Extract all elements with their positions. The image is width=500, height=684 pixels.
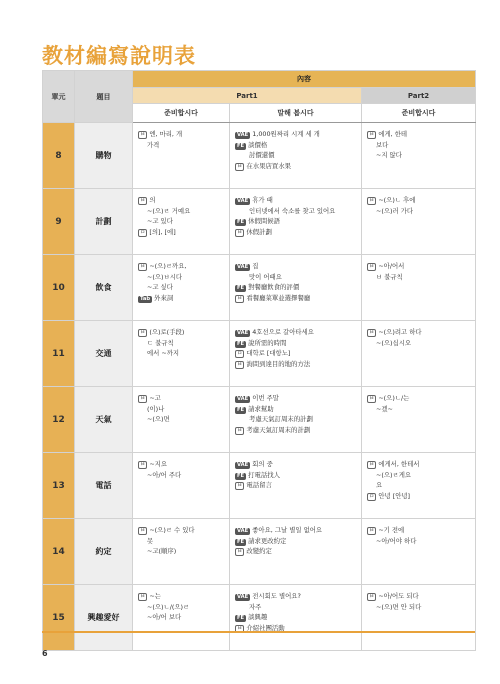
- header-unit: 單元: [43, 71, 75, 123]
- line-item: [235, 425, 357, 436]
- line-item: [235, 404, 357, 415]
- line-item: [138, 261, 225, 272]
- line-text: ~(으)ㄹ 거예요: [147, 206, 191, 215]
- line-item: [138, 272, 225, 283]
- content-cell: [230, 189, 362, 255]
- tag-icon: ㅂ: [140, 396, 146, 402]
- tag-icon: ㅂ: [140, 528, 146, 534]
- line-text: 考慮天氣訂周末的計劃: [246, 425, 311, 434]
- line-item: [138, 206, 225, 217]
- content-cell: [230, 123, 362, 189]
- line-text: (이)나: [147, 404, 165, 413]
- line-text: ㅂ 불규칙: [376, 272, 403, 281]
- line-item: [138, 216, 225, 227]
- line-text: 회의 중: [252, 460, 273, 468]
- line-text: 보다: [376, 140, 389, 149]
- tag-icon: ㅂ: [237, 427, 243, 434]
- content-cell: [133, 189, 230, 255]
- line-item: [235, 216, 357, 227]
- line-text: 休假問候語: [248, 217, 281, 225]
- line-text: ~(으)ㄹ게요: [376, 470, 412, 479]
- line-item: [138, 459, 225, 470]
- unit-number: 14: [43, 519, 75, 585]
- line-item: [235, 261, 357, 272]
- line-text: 전시회도 별어요?: [252, 592, 301, 600]
- tag-badge: VAE: [237, 198, 249, 204]
- tag-badge: VAE: [237, 132, 249, 138]
- line-item: [367, 602, 471, 613]
- content-cell: [362, 453, 476, 519]
- line-text: 에게, 한테: [378, 130, 408, 138]
- line-text: 考慮天氣訂周末的計劃: [249, 415, 313, 423]
- line-item: [138, 525, 225, 536]
- line-item: [138, 591, 225, 602]
- line-item: [138, 129, 225, 140]
- tag-icon: ㅂ: [369, 198, 375, 204]
- line-item: [367, 393, 471, 404]
- line-text: 改變約定: [246, 547, 272, 555]
- tag-icon: ㅁ: [369, 493, 375, 500]
- line-item: [138, 338, 225, 349]
- line-text: 4호선으로 갈아타세요: [252, 328, 314, 336]
- unit-number: 9: [43, 189, 75, 255]
- line-text: ~(으)면 안 되다: [376, 602, 422, 611]
- unit-number: 8: [43, 123, 75, 189]
- page-title: 教材編寫說明表: [42, 44, 196, 68]
- line-text: 의: [149, 196, 156, 204]
- line-text: 電話留言: [246, 481, 272, 489]
- line-item: [235, 282, 357, 293]
- tag-badge: VAE: [237, 396, 249, 402]
- line-item: [138, 195, 225, 206]
- header-part2: Part2: [362, 88, 476, 104]
- table-row: [43, 321, 476, 387]
- line-text: 談興趣: [248, 613, 268, 621]
- line-text: 請求幫助: [248, 404, 274, 413]
- line-item: [235, 459, 357, 470]
- tag-icon: ㅂ: [237, 483, 243, 489]
- line-item: [138, 536, 225, 547]
- line-text: 看餐廳菜單並選擇餐廳: [246, 293, 311, 302]
- line-text: ㄷ 불규칙: [147, 338, 174, 347]
- line-item: [235, 348, 357, 359]
- line-item: [235, 150, 357, 161]
- unit-number: 12: [43, 387, 75, 453]
- tag-icon: ㅁ: [237, 351, 243, 357]
- line-item: [138, 602, 225, 613]
- line-item: [235, 536, 357, 547]
- tag-icon: ㅂ: [369, 330, 375, 336]
- line-item: [138, 404, 225, 415]
- line-item: [235, 161, 357, 172]
- line-text: ~겠~: [376, 404, 393, 413]
- line-item: [235, 338, 357, 349]
- tag-badge: FE: [237, 219, 245, 225]
- line-text: 못: [147, 536, 154, 545]
- line-item: [367, 261, 471, 272]
- line-item: [367, 491, 471, 502]
- bottom-divider: [42, 631, 475, 633]
- tag-icon: ㅂ: [369, 132, 375, 138]
- line-item: [367, 129, 471, 140]
- line-item: [367, 272, 471, 283]
- tag-icon: ㅂ: [140, 594, 146, 600]
- content-cell: [133, 387, 230, 453]
- content-cell: [362, 189, 476, 255]
- line-text: 에서 ~까지: [147, 349, 180, 357]
- tag-icon: ㅂ: [140, 330, 146, 336]
- content-cell: [362, 255, 476, 321]
- line-item: [367, 206, 471, 217]
- content-cell: [133, 321, 230, 387]
- table-row: [43, 123, 476, 189]
- line-text: 집: [252, 262, 259, 270]
- table-row: [43, 189, 476, 255]
- line-text: ~아/어 보다: [147, 613, 182, 621]
- line-item: [138, 470, 225, 481]
- line-text: ~(으)ㄴ/는: [378, 394, 410, 402]
- tag-badge: VAE: [237, 330, 249, 336]
- line-item: [367, 404, 471, 415]
- content-cell: [362, 321, 476, 387]
- line-item: [235, 393, 357, 404]
- tag-icon: ㅂ: [369, 594, 375, 600]
- tag-badge: VAE: [237, 528, 249, 534]
- content-cell: [230, 519, 362, 585]
- line-text: ~고(順序): [147, 547, 177, 555]
- unit-number: 11: [43, 321, 75, 387]
- header-part1: Part1: [133, 88, 362, 104]
- content-cell: [230, 585, 362, 651]
- table-row: [43, 519, 476, 585]
- line-text: 1,000원짜리 시계 세 개: [252, 130, 320, 138]
- line-text: ~(으)ㄹ까요,: [149, 262, 187, 270]
- content-cell: [230, 453, 362, 519]
- tag-icon: ㅂ: [140, 198, 146, 204]
- line-text: ~기 전에: [378, 526, 405, 534]
- line-item: [235, 327, 357, 338]
- tag-badge: VAE: [237, 462, 249, 468]
- line-text: ~아/어야 하다: [376, 536, 417, 545]
- line-item: [235, 591, 357, 602]
- line-item: [235, 470, 357, 481]
- table-row: [43, 387, 476, 453]
- content-cell: [230, 321, 362, 387]
- line-item: [235, 195, 357, 206]
- tag-icon: ㅂ: [140, 462, 146, 468]
- line-item: [138, 140, 225, 151]
- header-content: 內容: [133, 71, 476, 88]
- line-item: [367, 480, 471, 491]
- line-text: ~(으)면: [147, 415, 170, 423]
- tag-icon: ㅂ: [237, 163, 243, 170]
- line-item: [367, 459, 471, 470]
- line-text: ~(으)ㅂ시다: [147, 272, 183, 281]
- tag-badge: VAE: [237, 264, 249, 270]
- line-text: 엔, 마리, 개: [149, 130, 183, 138]
- unit-number: 13: [43, 453, 75, 519]
- line-text: 좋아요, 그날 별일 없어요: [252, 526, 323, 534]
- line-text: 在水果店買水果: [246, 161, 292, 170]
- line-item: [235, 129, 357, 140]
- line-text: 에게서, 한테서: [378, 460, 420, 468]
- line-text: 說所需的時間: [248, 338, 287, 347]
- topic-label: 交通: [75, 321, 133, 387]
- line-text: ~(으)려고 하다: [378, 328, 422, 336]
- line-item: [235, 546, 357, 557]
- table-row: [43, 585, 476, 651]
- topic-label: 飲食: [75, 255, 133, 321]
- tag-icon: ㅂ: [237, 229, 243, 236]
- line-item: [367, 525, 471, 536]
- line-item: [235, 140, 357, 151]
- line-text: 請求更改約定: [248, 536, 287, 545]
- line-text: ~(으)ㄹ 수 있다: [149, 526, 195, 534]
- line-text: ~(으)십시오: [376, 338, 412, 347]
- content-cell: [362, 519, 476, 585]
- tag-icon: ㅂ: [237, 549, 243, 555]
- tag-icon: ㅂ: [140, 132, 146, 138]
- line-text: 요: [376, 481, 383, 489]
- line-text: (으)로(手段): [149, 328, 185, 336]
- tag-icon: ㅂ: [237, 295, 243, 302]
- content-cell: [362, 585, 476, 651]
- line-item: [235, 272, 357, 283]
- line-text: ~지 않다: [376, 151, 402, 159]
- line-text: 휴가 때: [252, 196, 273, 204]
- line-text: ~아/어서: [378, 262, 405, 270]
- topic-label: 興趣愛好: [75, 585, 133, 651]
- line-text: 討價還價: [249, 151, 275, 159]
- tag-badge: FE: [237, 340, 245, 347]
- tag-icon: ㅂ: [369, 528, 375, 534]
- line-text: ~(으)ㄴ 후에: [378, 196, 416, 204]
- header-topic: 題目: [75, 71, 133, 123]
- line-text: 詢問到達目的地的方法: [246, 359, 311, 368]
- line-item: [138, 282, 225, 293]
- content-cell: [230, 387, 362, 453]
- topic-label: 計劃: [75, 189, 133, 255]
- topic-label: 購物: [75, 123, 133, 189]
- line-item: [235, 359, 357, 370]
- line-text: ~(으)러 가다: [376, 206, 414, 215]
- line-text: [의], [에]: [149, 227, 176, 236]
- line-text: 休假計劃: [246, 227, 272, 236]
- topic-label: 天氣: [75, 387, 133, 453]
- content-cell: [230, 255, 362, 321]
- tag-icon: ㅂ: [237, 361, 243, 368]
- content-cell: [133, 519, 230, 585]
- line-text: 자주: [249, 602, 262, 611]
- table-row: [43, 453, 476, 519]
- tag-icon: ㅂ: [140, 264, 146, 270]
- content-cell: [133, 123, 230, 189]
- line-text: 대학로 [대항노]: [246, 349, 291, 357]
- tag-badge: Tab: [140, 295, 151, 302]
- line-item: [138, 546, 225, 557]
- curriculum-table: [42, 70, 476, 651]
- topic-label: 約定: [75, 519, 133, 585]
- content-cell: [133, 453, 230, 519]
- line-item: [235, 293, 357, 304]
- tag-icon: ㅂ: [369, 396, 375, 402]
- topic-label: 電話: [75, 453, 133, 519]
- line-item: [367, 195, 471, 206]
- tag-icon: ㅂ: [369, 264, 375, 270]
- tag-badge: FE: [237, 472, 245, 479]
- unit-number: 10: [43, 255, 75, 321]
- tag-badge: FE: [237, 285, 245, 291]
- tag-badge: FE: [237, 615, 245, 621]
- tag-icon: ㅁ: [140, 229, 146, 236]
- content-cell: [362, 123, 476, 189]
- line-item: [138, 227, 225, 238]
- line-text: ~지요: [149, 460, 168, 468]
- line-text: 打電話找人: [248, 470, 281, 479]
- line-text: ~고 싶다: [147, 283, 173, 291]
- line-item: [367, 150, 471, 161]
- line-item: [367, 327, 471, 338]
- tag-icon: ㅂ: [369, 462, 375, 468]
- line-text: 外來詞: [154, 293, 174, 302]
- table-row: [43, 255, 476, 321]
- line-item: [138, 393, 225, 404]
- line-item: [235, 414, 357, 425]
- tag-icon: ㅂ: [237, 625, 243, 632]
- line-item: [367, 140, 471, 151]
- line-item: [367, 338, 471, 349]
- line-item: [235, 206, 357, 217]
- line-item: [367, 536, 471, 547]
- line-item: [138, 414, 225, 425]
- line-text: 인터넷에서 숙소를 찾고 있어요: [249, 206, 336, 215]
- line-text: ~아/어 주다: [147, 470, 182, 479]
- header-prepare-part1: 준비합시다: [133, 104, 230, 123]
- line-text: 가격: [147, 140, 160, 149]
- content-cell: [133, 585, 230, 651]
- line-item: [367, 470, 471, 481]
- line-text: ~고 있다: [147, 217, 173, 225]
- line-item: [235, 227, 357, 238]
- unit-number: 15: [43, 585, 75, 651]
- header-speak: 말해 봅시다: [230, 104, 362, 123]
- line-text: ~(으)ㄴ/(으)ㄹ: [147, 602, 190, 611]
- line-item: [235, 602, 357, 613]
- line-item: [367, 591, 471, 602]
- tag-badge: FE: [237, 538, 245, 545]
- line-item: [138, 348, 225, 359]
- line-item: [138, 293, 225, 304]
- line-text: 談價格: [248, 140, 268, 149]
- line-item: [138, 612, 225, 623]
- line-text: 안녕 [안녕]: [378, 491, 411, 500]
- line-text: 對餐廳飲食的評價: [248, 283, 300, 291]
- header-prepare-part2: 준비합시다: [362, 104, 476, 123]
- page-number: 6: [42, 649, 48, 658]
- tag-badge: FE: [237, 142, 245, 149]
- line-text: ~아/어도 되다: [378, 592, 419, 600]
- content-cell: [133, 255, 230, 321]
- line-text: ~고: [149, 394, 161, 402]
- line-text: ~는: [149, 592, 161, 600]
- line-text: 이번 주말: [252, 394, 279, 402]
- line-text: 介紹社團活動: [246, 623, 285, 632]
- tag-badge: FE: [237, 406, 245, 413]
- line-item: [138, 327, 225, 338]
- content-cell: [362, 387, 476, 453]
- tag-badge: VAE: [237, 594, 249, 600]
- line-item: [235, 612, 357, 623]
- line-text: 맛이 어때요: [249, 272, 282, 281]
- line-item: [235, 525, 357, 536]
- line-item: [235, 480, 357, 491]
